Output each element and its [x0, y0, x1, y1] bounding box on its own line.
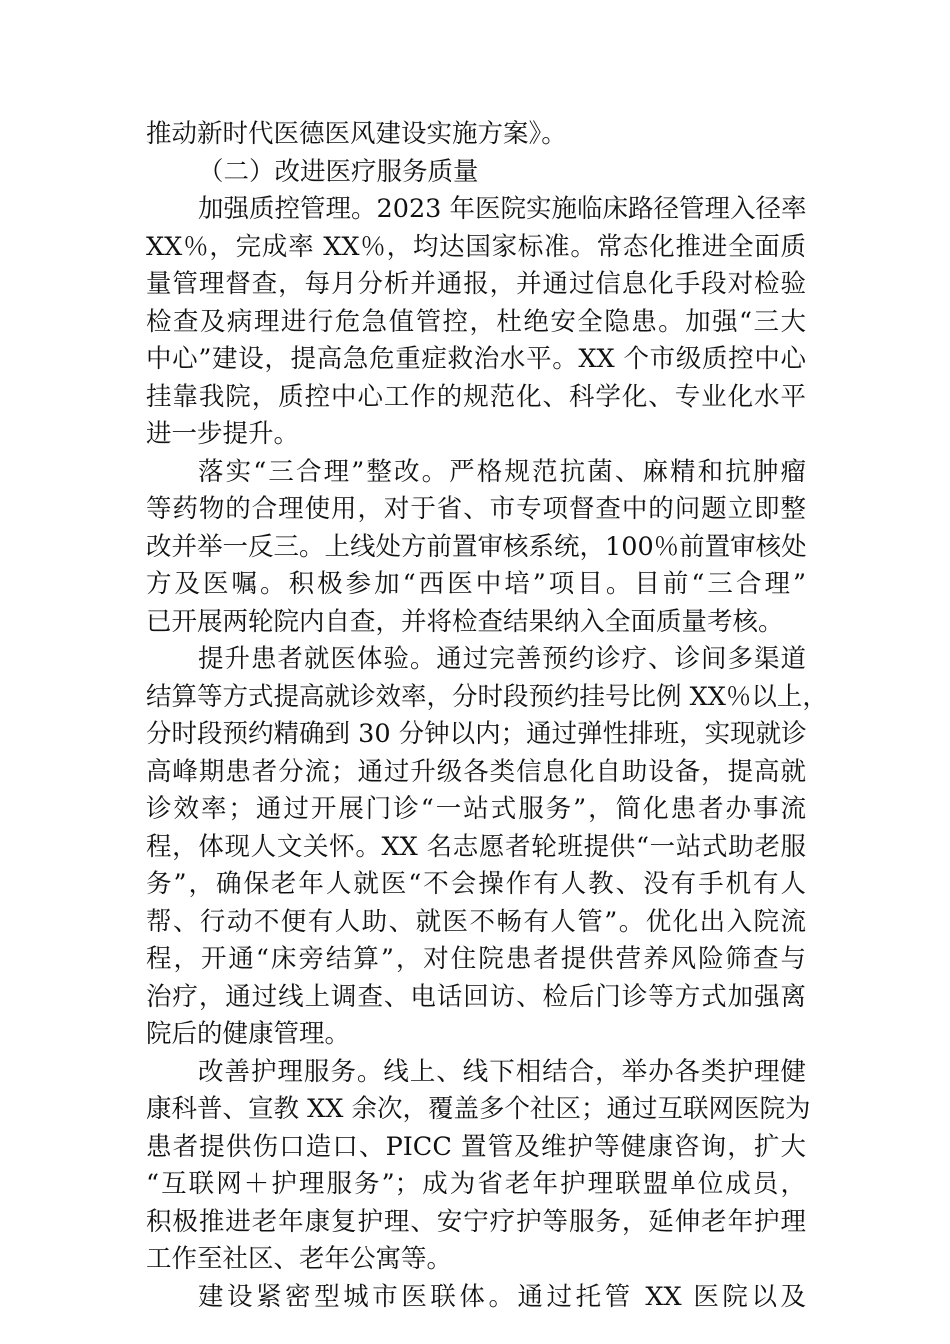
text-line: 方及医嘱。积极参加“西医中培”项目。目前“三合理”	[146, 569, 806, 599]
text-line: 工作至社区、老年公寓等。	[146, 1244, 453, 1274]
text-line: 已开展两轮院内自查，并将检查结果纳入全面质量考核。	[146, 606, 784, 637]
text-line: 诊效率；通过开展门诊“一站式服务”，简化患者办事流	[146, 794, 806, 824]
section-heading: （二）改进医疗服务质量	[198, 156, 479, 187]
text-line: 积极推进老年康复护理、安宁疗护等服务，延伸老年护理	[146, 1206, 806, 1237]
document-page	[146, 116, 828, 1316]
text-line: 高峰期患者分流；通过升级各类信息化自助设备，提高就	[146, 756, 806, 787]
text-line: 治疗，通过线上调查、电话回访、检后门诊等方式加强离	[146, 981, 806, 1012]
text-line: 加强质控管理。2023 年医院实施临床路径管理入径率	[198, 194, 807, 224]
text-line: 推动新时代医德医风建设实施方案》。	[146, 119, 567, 149]
text-line: 程，开通“床旁结算”，对住院患者提供营养风险筛查与	[146, 944, 806, 974]
text-line: 结算等方式提高就诊效率，分时段预约挂号比例 XX％以上，	[146, 681, 828, 712]
text-line: 院后的健康管理。	[146, 1019, 351, 1049]
text-line: 分时段预约精确到 30 分钟以内；通过弹性排班，实现就诊	[146, 719, 807, 749]
text-line: 检查及病理进行危急值管控，杜绝安全隐患。加强“三大	[146, 306, 806, 337]
text-line: 帮、行动不便有人助、就医不畅有人管”。优化出入院流	[146, 906, 806, 937]
text-line: “互联网＋护理服务”；成为省老年护理联盟单位成员，	[146, 1169, 806, 1199]
text-line: XX％，完成率 XX％，均达国家标准。常态化推进全面质	[146, 231, 806, 262]
text-line: 进一步提升。	[146, 419, 300, 449]
text-line: 程，体现人文关怀。XX 名志愿者轮班提供“一站式助老服	[146, 831, 806, 862]
text-line: 患者提供伤口造口、PICC 置管及维护等健康咨询，扩大	[146, 1131, 806, 1162]
text-line: 挂靠我院，质控中心工作的规范化、科学化、专业化水平	[146, 381, 806, 412]
text-line: 建设紧密型城市医联体。通过托管 XX 医院以及	[198, 1281, 806, 1312]
text-line: 量管理督查，每月分析并通报，并通过信息化手段对检验	[146, 269, 806, 299]
text-line: 中心”建设，提高急危重症救治水平。XX 个市级质控中心	[146, 344, 806, 374]
text-line: 务”，确保老年人就医“不会操作有人教、没有手机有人	[146, 869, 806, 899]
text-line: 康科普、宣教 XX 余次，覆盖多个社区；通过互联网医院为	[146, 1094, 811, 1124]
text-line: 改善护理服务。线上、线下相结合，举办各类护理健	[198, 1056, 806, 1087]
text-line: 改并举一反三。上线处方前置审核系统，100％前置审核处	[146, 531, 807, 562]
text-line: 等药物的合理使用，对于省、市专项督查中的问题立即整	[146, 494, 806, 524]
text-line: 提升患者就医体验。通过完善预约诊疗、诊间多渠道	[198, 644, 806, 674]
text-line: 落实“三合理”整改。严格规范抗菌、麻精和抗肿瘤	[198, 456, 806, 487]
